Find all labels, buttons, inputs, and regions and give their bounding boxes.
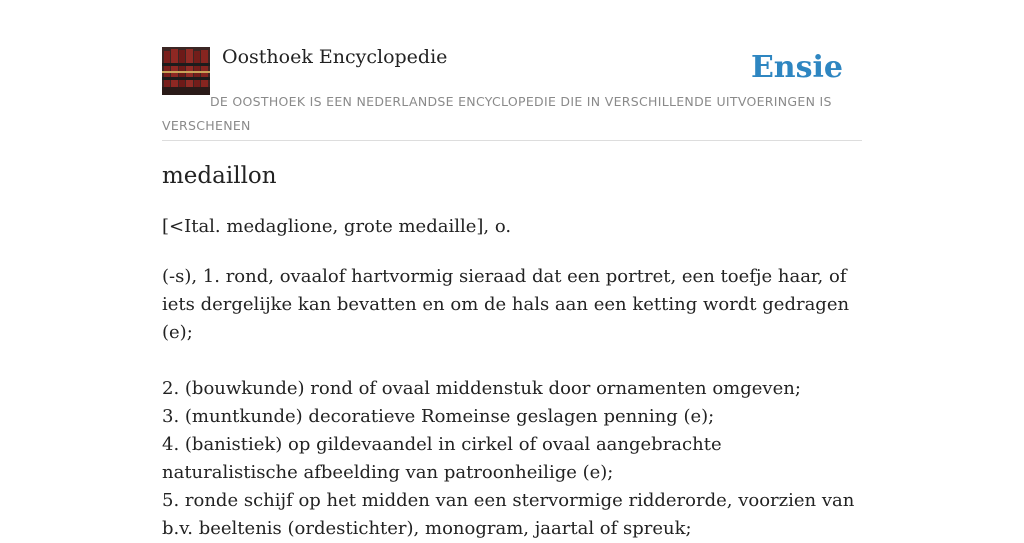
definition-item: 5. ronde schijf op het midden van een stervormige ridderorde, voorzien van b.v. beeltenis (ordestichter), monogram, jaartal of spreuk;: [162, 490, 855, 539]
ensie-logo-link[interactable]: Ensie: [750, 50, 843, 85]
encyclopedia-books-icon[interactable]: [162, 47, 210, 95]
definition-item: 3. (muntkunde) decoratieve Romeinse geslagen penning (e);: [162, 406, 715, 427]
definition-item: (-s), 1. rond, ovaalof hartvormig sieraad dat een portret, een toefje haar, of iets dergelijke kan bevatten en om de hals aan een ketting wordt gedragen (e);: [162, 266, 850, 343]
entry-definition: [162, 263, 862, 543]
avatar-image: [162, 47, 210, 95]
definition-item: 4. (banistiek) op gildevaandel in cirkel of ovaal aangebrachte naturalistische afbeelding van patroonheilige (e);: [162, 434, 722, 483]
tagline-text: DE OOSTHOEK IS EEN NEDERLANDSE ENCYCLOPEDIE DIE IN VERSCHILLENDE UITVOERINGEN IS VERSCHENEN: [162, 94, 832, 133]
content-container: [162, 0, 862, 539]
definition-spacer: [162, 347, 862, 375]
entry-headword: medaillon: [162, 163, 277, 189]
entry-etymology: [<Ital. medaglione, grote medaille], o.: [162, 216, 512, 237]
site-tagline: [162, 90, 862, 138]
site-header: [162, 0, 862, 141]
site-name[interactable]: Oosthoek Encyclopedie: [222, 46, 448, 68]
definition-item: 2. (bouwkunde) rond of ovaal middenstuk door ornamenten omgeven;: [162, 378, 801, 399]
